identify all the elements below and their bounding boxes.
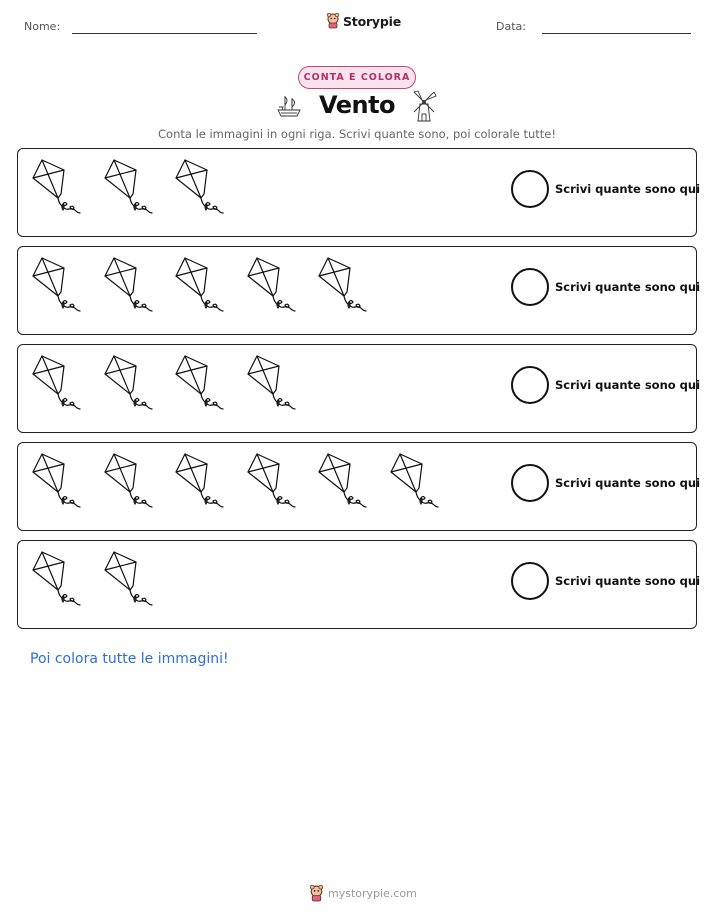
kite-icon xyxy=(102,158,154,225)
answer-circle[interactable] xyxy=(511,170,549,208)
answer-circle[interactable] xyxy=(511,366,549,404)
kite-icon xyxy=(245,354,297,421)
name-line xyxy=(72,33,257,34)
brand-logo xyxy=(326,13,401,29)
count-row xyxy=(17,246,701,335)
date-label: Data: xyxy=(496,20,526,33)
footer-brand xyxy=(309,885,417,902)
kite-icon xyxy=(30,354,82,421)
activity-badge: CONTA E COLORA xyxy=(298,66,416,89)
kite-icon xyxy=(102,256,154,323)
kite-icon xyxy=(30,550,82,617)
answer-label: Scrivi quante sono qui xyxy=(555,182,701,196)
count-row xyxy=(17,344,701,433)
windmill-icon xyxy=(411,90,437,122)
storypie-logo-icon xyxy=(309,885,324,902)
instructions: Conta le immagini in ogni riga. Scrivi quante sono, poi colorale tutte! xyxy=(158,127,556,141)
answer-label: Scrivi quante sono qui xyxy=(555,574,701,588)
kite-icon xyxy=(173,452,225,519)
kite-icon xyxy=(173,256,225,323)
kite-icon xyxy=(388,452,440,519)
answer-circle[interactable] xyxy=(511,464,549,502)
kite-icon xyxy=(173,354,225,421)
kite-icon xyxy=(30,256,82,323)
name-label: Nome: xyxy=(24,20,61,33)
brand-name: Storypie xyxy=(343,13,401,29)
answer-label: Scrivi quante sono qui xyxy=(555,378,701,392)
count-row xyxy=(17,540,701,629)
kite-icon xyxy=(316,256,368,323)
kite-icon xyxy=(102,354,154,421)
kite-icon xyxy=(316,452,368,519)
count-row xyxy=(17,442,701,531)
answer-circle[interactable] xyxy=(511,268,549,306)
kite-icon xyxy=(102,550,154,617)
kite-icon xyxy=(102,452,154,519)
coloring-note: Poi colora tutte le immagini! xyxy=(30,651,229,667)
page-title: Vento xyxy=(318,91,396,119)
kite-icon xyxy=(245,256,297,323)
answer-label: Scrivi quante sono qui xyxy=(555,476,701,490)
footer-url: mystorypie.com xyxy=(328,887,417,900)
answer-label: Scrivi quante sono qui xyxy=(555,280,701,294)
storypie-logo-icon xyxy=(326,13,340,29)
kite-icon xyxy=(245,452,297,519)
answer-circle[interactable] xyxy=(511,562,549,600)
count-row xyxy=(17,148,701,237)
kite-icon xyxy=(30,452,82,519)
kite-icon xyxy=(30,158,82,225)
date-line xyxy=(542,33,691,34)
kite-icon xyxy=(173,158,225,225)
